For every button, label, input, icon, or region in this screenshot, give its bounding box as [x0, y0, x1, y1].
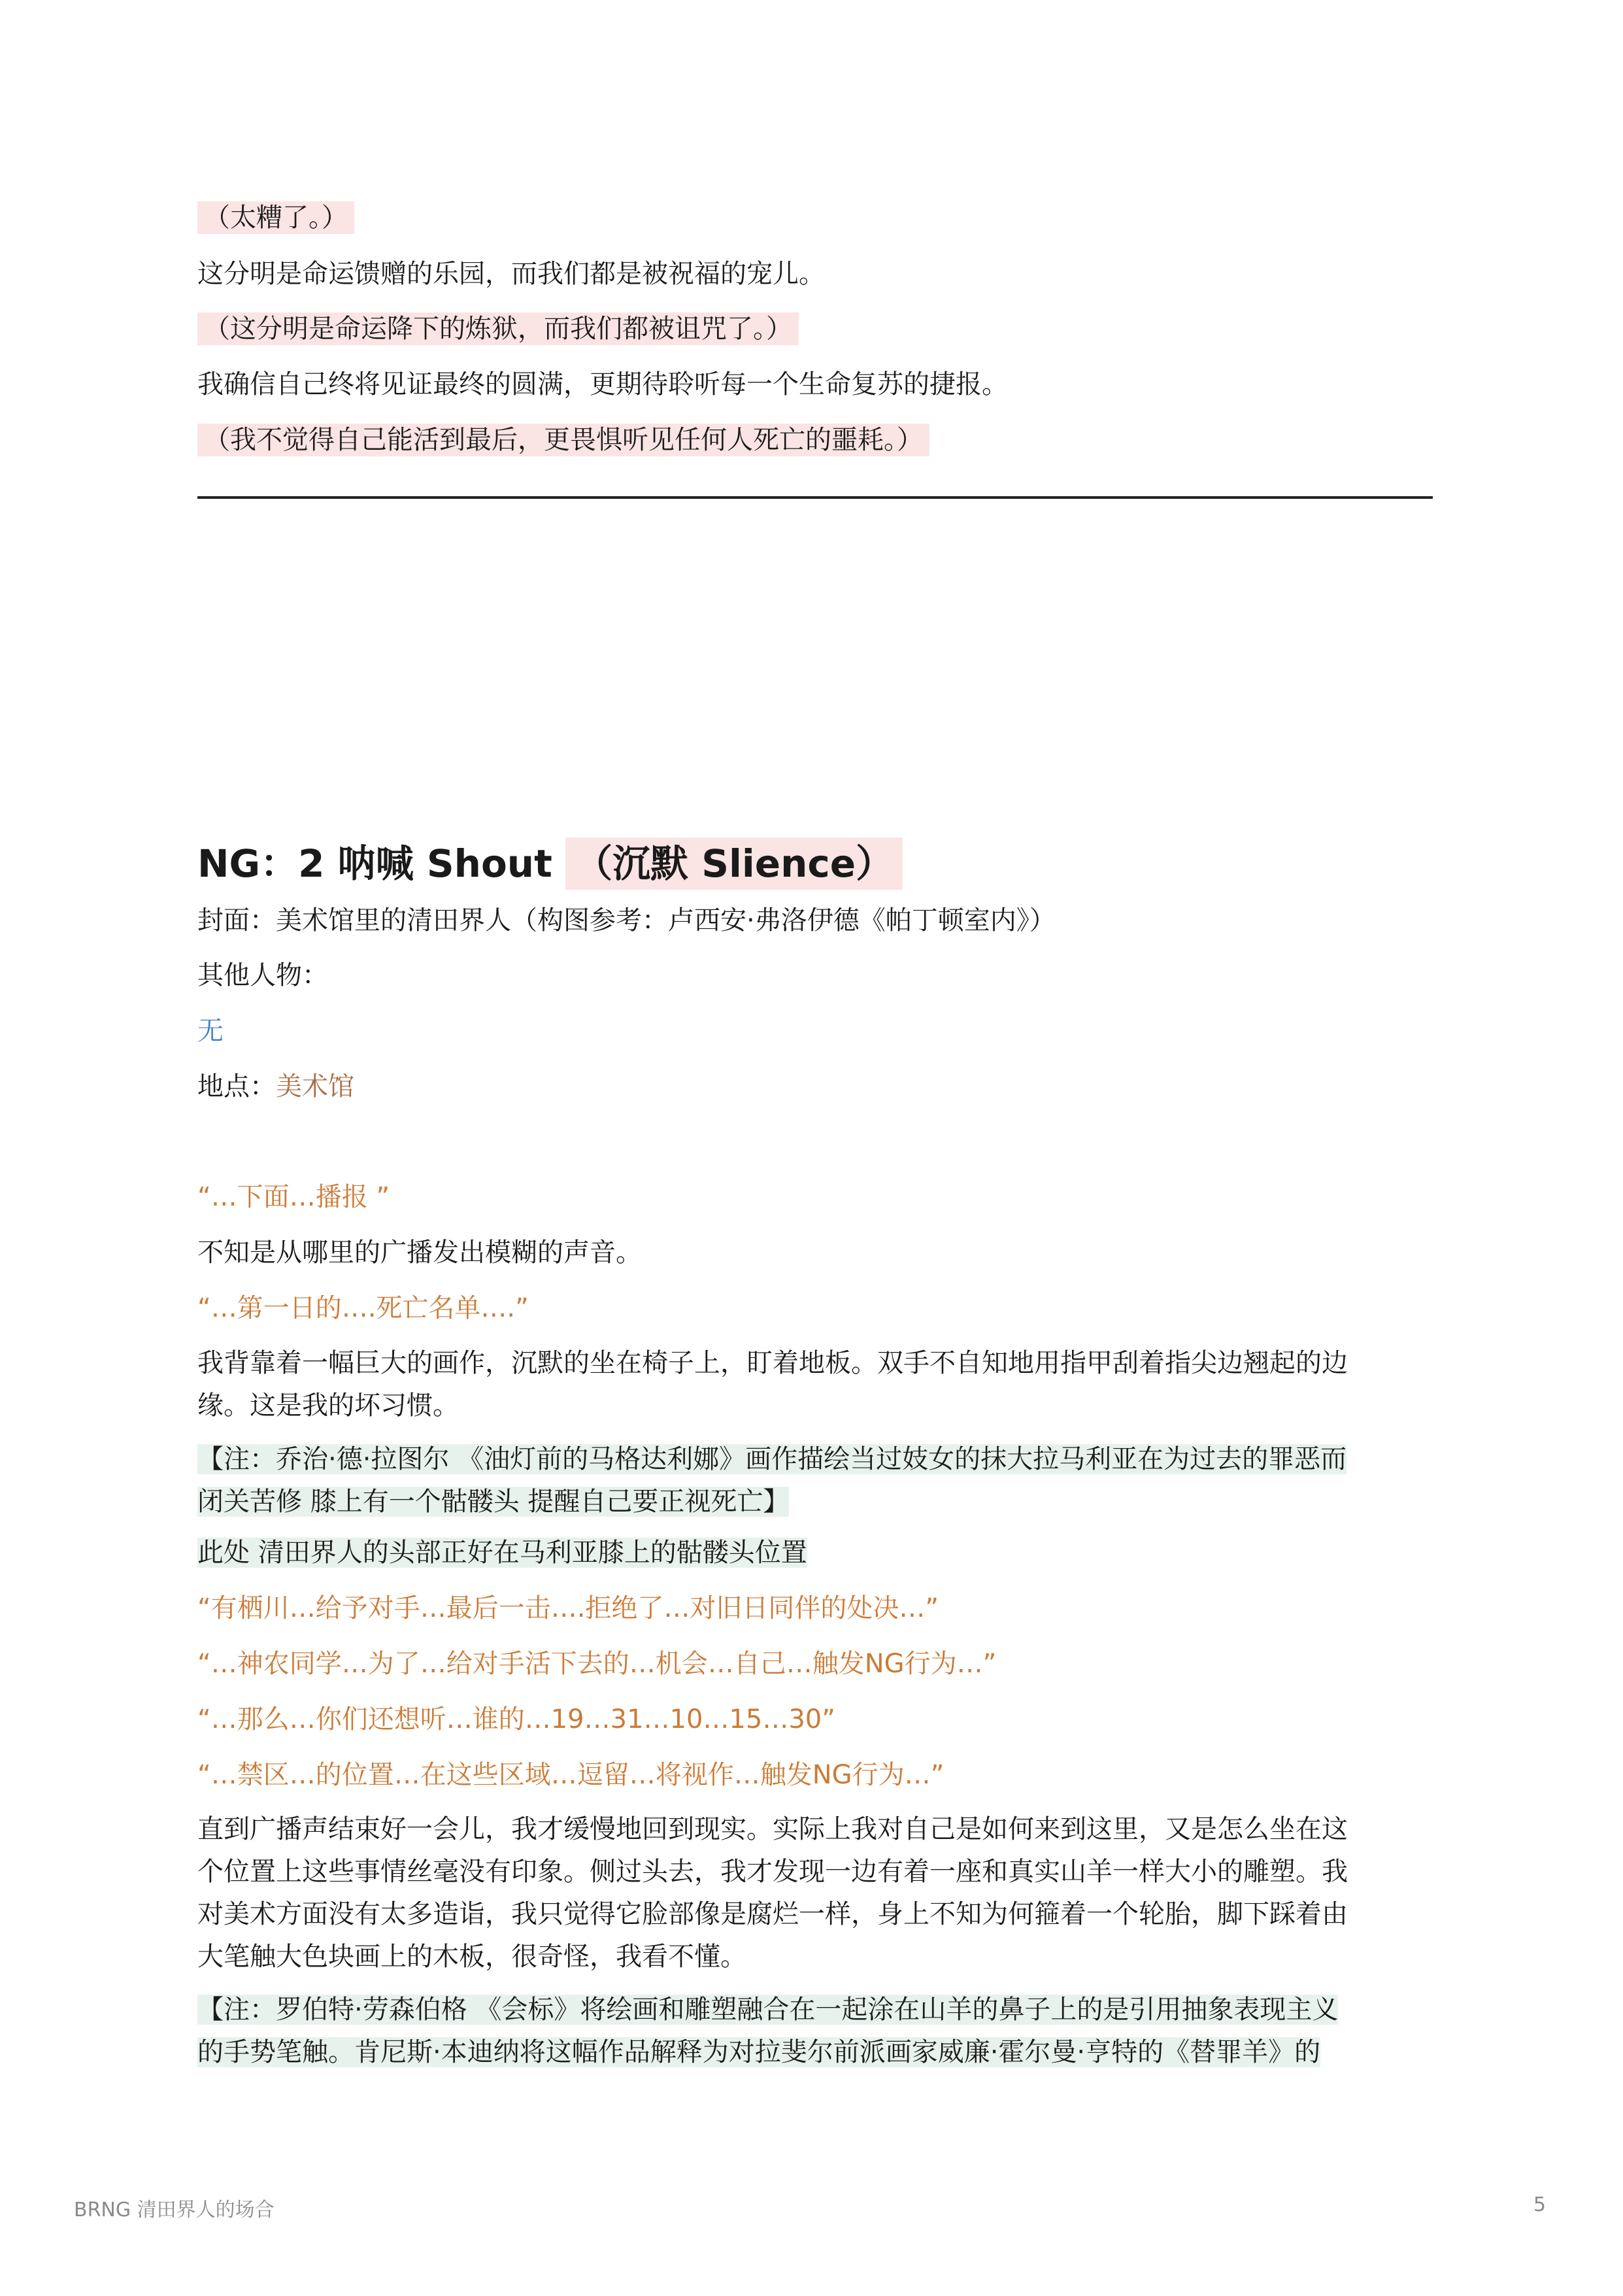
paragraph-line: 直到广播声结束好一会儿，我才缓慢地回到现实。实际上我对自己是如何来到这里，又是怎么坐在这 — [197, 1814, 1348, 1844]
broadcast-quote: “…下面…播报 ” — [197, 1182, 390, 1212]
annotation-line — [197, 1525, 807, 1581]
location-value: 美术馆 — [276, 1072, 354, 1102]
others-label: 其他人物： — [197, 960, 328, 990]
section-divider — [197, 496, 1433, 499]
annotation-line: 【注：乔治·德·拉图尔 《油灯前的马格达利娜》画作描绘当过妓女的抹大拉马利亚在为过去的罪恶而 — [197, 1444, 1347, 1474]
footer-title: BRNG 清田界人的场合 — [74, 2199, 275, 2221]
paragraph — [197, 1342, 1433, 1427]
annotation-line: 【注：罗伯特·劳森伯格 《会标》将绘画和雕塑融合在一起涂在山羊的鼻子上的是引用抽象表现主义 — [197, 1995, 1339, 2025]
annotation-note — [197, 1989, 1433, 2074]
text-line — [197, 412, 929, 468]
broadcast-quote: “…第一日的….死亡名单….” — [197, 1293, 529, 1323]
text-line — [197, 301, 799, 357]
text-line: 不知是从哪里的广播发出模糊的声音。 — [197, 1238, 642, 1268]
annotation-text: 此处 清田界人的头部正好在马利亚膝上的骷髅头位置 — [197, 1538, 807, 1568]
page-number: 5 — [1533, 2193, 1546, 2216]
location-label: 地点： — [197, 1072, 276, 1102]
others-value: 无 — [197, 1016, 224, 1046]
annotation-line: 闭关苦修 膝上有一个骷髅头 提醒自己要正视死亡】 — [197, 1487, 790, 1517]
highlight-text: （这分明是命运降下的炼狱，而我们都被诅咒了。） — [197, 312, 799, 345]
paragraph-line: 缘。这是我的坏习惯。 — [197, 1391, 459, 1421]
broadcast-quote: “…神农同学…为了…给对手活下去的…机会…自己…触发NG行为…” — [197, 1649, 997, 1679]
broadcast-quote: “…禁区…的位置…在这些区域…逗留…将视作…触发NG行为…” — [197, 1760, 945, 1790]
cover-line: 封面：美术馆里的清田界人（构图参考：卢西安·弗洛伊德《帕丁顿室内》） — [197, 905, 1056, 936]
highlight-text: （太糟了。） — [197, 201, 354, 234]
paragraph-line: 对美术方面没有太多造诣，我只觉得它脸部像是腐烂一样，身上不知为何箍着一个轮胎，脚下踩着由 — [197, 1899, 1348, 1929]
broadcast-quote: “有栖川…给予对手…最后一击….拒绝了…对旧日同伴的处决…” — [197, 1593, 939, 1623]
paragraph-line: 个位置上这些事情丝毫没有印象。侧过头去，我才发现一边有着一座和真实山羊一样大小的雕塑。我 — [197, 1857, 1348, 1887]
chapter-title-alt: （沉默 Slience） — [565, 837, 903, 890]
text-line — [197, 190, 354, 246]
text-line: 我确信自己终将见证最终的圆满，更期待聆听每一个生命复苏的捷报。 — [197, 369, 1008, 399]
paragraph-line: 我背靠着一幅巨大的画作，沉默的坐在椅子上，盯着地板。双手不自知地用指甲刮着指尖边翘起的边 — [197, 1348, 1348, 1378]
paragraph — [197, 1808, 1433, 1978]
annotation-note — [197, 1438, 1433, 1523]
broadcast-quote: “…那么…你们还想听…谁的…19…31…10…15…30” — [197, 1704, 835, 1734]
highlight-text: （我不觉得自己能活到最后，更畏惧听见任何人死亡的噩耗。） — [197, 424, 929, 456]
paragraph-line: 大笔触大色块画上的木板，很奇怪，我看不懂。 — [197, 1942, 746, 1972]
location-line — [197, 1058, 354, 1115]
text-line: 这分明是命运馈赠的乐园，而我们都是被祝福的宠儿。 — [197, 259, 825, 289]
annotation-line: 的手势笔触。肯尼斯·本迪纳将这幅作品解释为对拉斐尔前派画家威廉·霍尔曼·亨特的《替罪羊》的 — [197, 2037, 1321, 2067]
chapter-title — [197, 832, 903, 895]
chapter-title-main: NG：2 呐喊 Shout — [197, 841, 552, 886]
